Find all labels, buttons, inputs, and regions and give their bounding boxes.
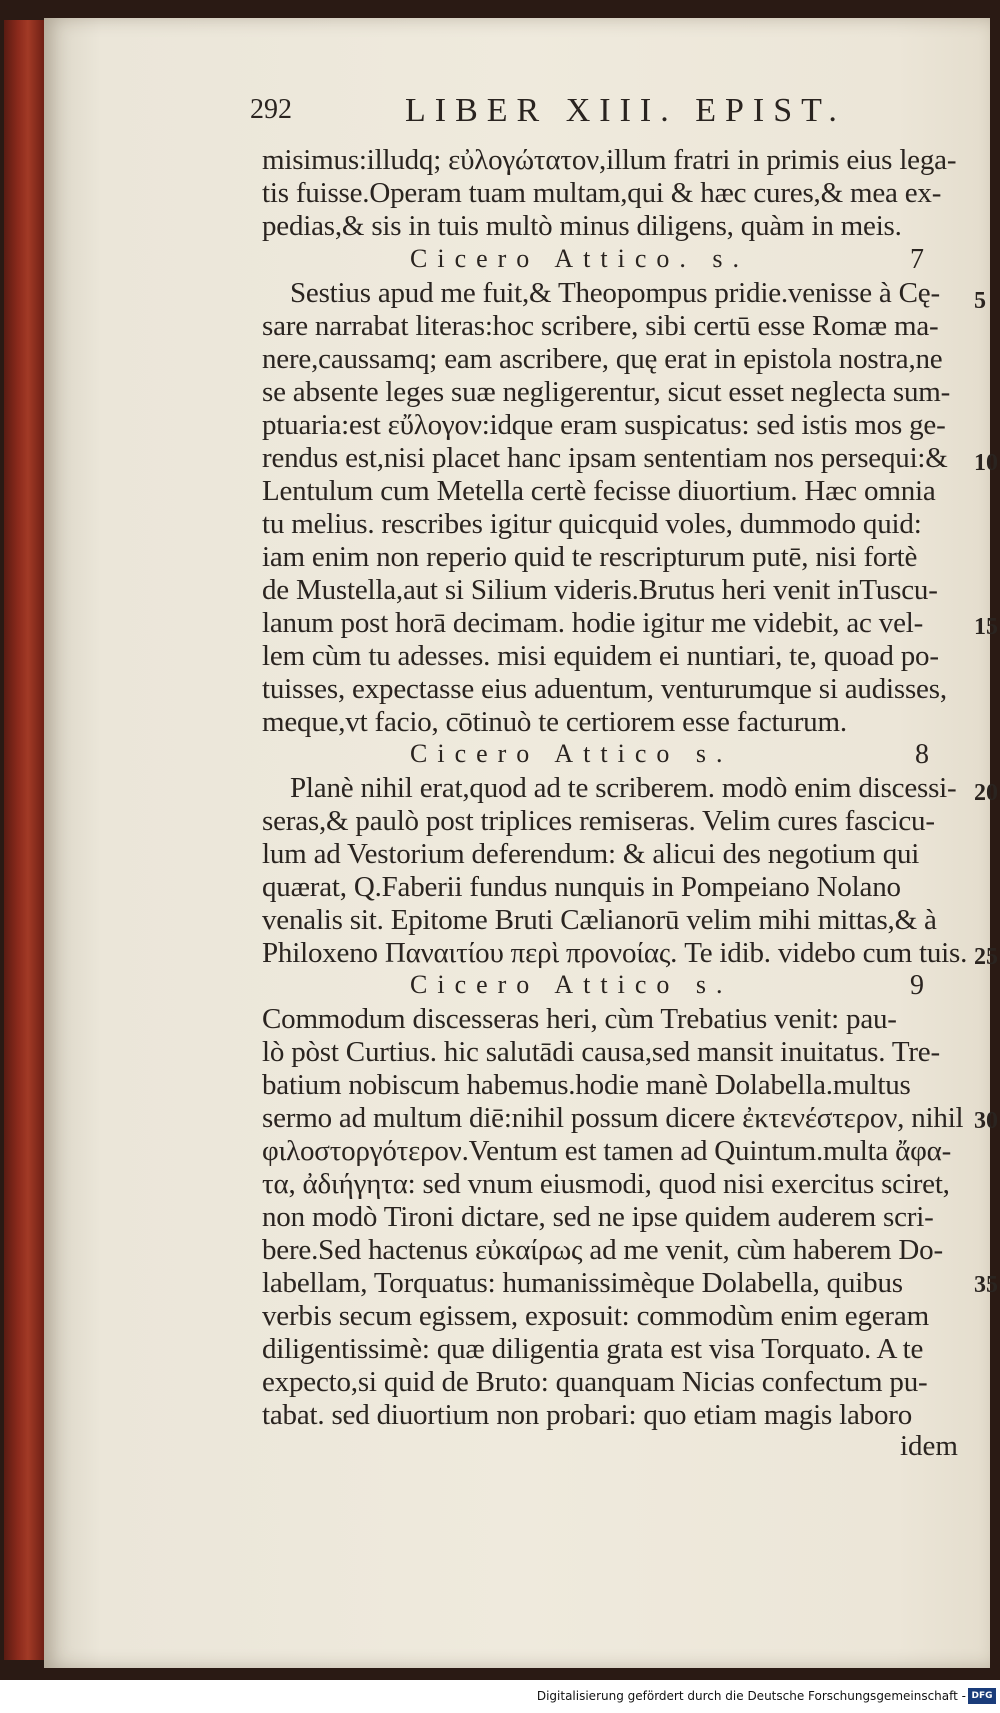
margin-line-number: 5 (974, 288, 986, 314)
text-line: φιλοστοργότερον.Ventum est tamen ad Quintum.multa ἄφα- (262, 1135, 952, 1167)
text-line: lanum post horā decimam. hodie igitur me videbit, ac vel- (262, 607, 924, 639)
text-line: tis fuisse.Operam tuam multam,qui & hæc cures,& mea ex- (262, 177, 942, 209)
text-line: sare narrabat literas:hoc scribere, sibi certū esse Romæ ma- (262, 310, 939, 342)
text-line: misimus:illudq; εὐλογώτατον,illum fratri in primis eius lega- (262, 144, 957, 176)
letter-number: 7 (910, 244, 924, 275)
text-line: sermo ad multum diē:nihil possum dicere ἐκτενέστερον, nihil (262, 1102, 964, 1134)
margin-line-number: 30 (974, 1108, 998, 1134)
book-fore-edge (4, 20, 44, 1660)
text-line: Sestius apud me fuit,& Theopompus pridie.venisse à Cę- (290, 277, 940, 309)
text-line: Planè nihil erat,quod ad te scriberem. modò enim discessi- (290, 772, 957, 804)
margin-line-number: 25 (974, 944, 998, 970)
text-line: se absente leges suæ negligerentur, sicut esset neglecta sum- (262, 376, 951, 408)
text-line: tabat. sed diuortium non probari: quo etiam magis laboro (262, 1399, 913, 1431)
text-line: verbis secum egissem, exposuit: commodùm enim egeram (262, 1300, 929, 1332)
letter-heading: Cicero Attico s. (410, 739, 733, 768)
letter-number: 9 (910, 970, 924, 1001)
page-number: 292 (250, 94, 292, 125)
text-line: tuisses, expectasse eius aduentum, venturumque si audisses, (262, 673, 947, 705)
footer (0, 1680, 1000, 1713)
text-line: ptuaria:est εὔλογον:idque eram suspicatus: sed istis mos ge- (262, 409, 946, 441)
text-line: rendus est,nisi placet hanc ipsam sententiam nos persequi:& (262, 442, 948, 474)
letter-number: 8 (915, 739, 929, 770)
text-line: venalis sit. Epitome Bruti Cælianorū velim mihi mittas,& à (262, 904, 937, 936)
margin-line-number: 10 (974, 450, 998, 476)
running-head (250, 94, 850, 134)
letter-heading: Cicero Attico s. (410, 970, 733, 999)
text-line: expecto,si quid de Bruto: quanquam Nicias confectum pu- (262, 1366, 928, 1398)
text-line: lem cùm tu adesses. misi equidem ei nuntiari, te, quoad po- (262, 640, 939, 672)
text-line: bere.Sed hactenus εὐκαίρως ad me venit, cùm haberem Do- (262, 1234, 943, 1266)
margin-line-number: 35 (974, 1272, 998, 1298)
text-line: quærat, Q.Faberii fundus nunquis in Pompeiano Nolano (262, 871, 901, 903)
catchword: idem (900, 1430, 958, 1462)
text-line: tu melius. rescribes igitur quicquid voles, dummodo quid: (262, 508, 922, 540)
text-line: seras,& paulò post triplices remiseras. Velim cures fascicu- (262, 805, 935, 837)
text-line: iam enim non reperio quid te rescripturum putē, nisi fortè (262, 541, 918, 573)
text-line: lò pòst Curtius. hic salutādi causa,sed mansit inuitatus. Tre- (262, 1036, 940, 1068)
running-title: LIBER XIII. EPIST. (405, 92, 846, 129)
margin-line-number: 20 (974, 780, 998, 806)
footer-credit: Digitalisierung gefördert durch die Deutsche Forschungsgemeinschaft - (536, 1689, 966, 1703)
text-line: Commodum discesseras heri, cùm Trebatius venit: pau- (262, 1003, 897, 1035)
text-line: non modò Tironi dictare, sed ne ipse quidem auderem scri- (262, 1201, 934, 1233)
letter-heading: Cicero Attico. s. (410, 244, 749, 273)
text-line: batium nobiscum habemus.hodie manè Dolabella.multus (262, 1069, 911, 1101)
text-line: Lentulum cum Metella certè fecisse diuortium. Hæc omnia (262, 475, 936, 507)
margin-line-number: 15 (974, 614, 998, 640)
dfg-logo: DFG (968, 1688, 996, 1704)
text-line: τα, ἀδιήγητα: sed vnum eiusmodi, quod nisi exercitus sciret, (262, 1168, 950, 1200)
text-line: meque,vt facio, cōtinuò te certiorem esse facturum. (262, 706, 847, 738)
text-line: labellam, Torquatus: humanissimèque Dolabella, quibus (262, 1267, 903, 1299)
text-line: diligentissimè: quæ diligentia grata est visa Torquato. A te (262, 1333, 924, 1365)
text-line: lum ad Vestorium deferendum: & alicui des negotium qui (262, 838, 920, 870)
text-line: de Mustella,aut si Silium videris.Brutus heri venit inTuscu- (262, 574, 938, 606)
text-line: nere,caussamq; eam ascribere, quę erat in epistola nostra,ne (262, 343, 943, 375)
text-line: Philoxeno Παναιτίου περὶ προνοίας. Te idib. videbo cum tuis. (262, 937, 968, 969)
text-line: pedias,& sis in tuis multò minus diligens, quàm in meis. (262, 210, 902, 242)
